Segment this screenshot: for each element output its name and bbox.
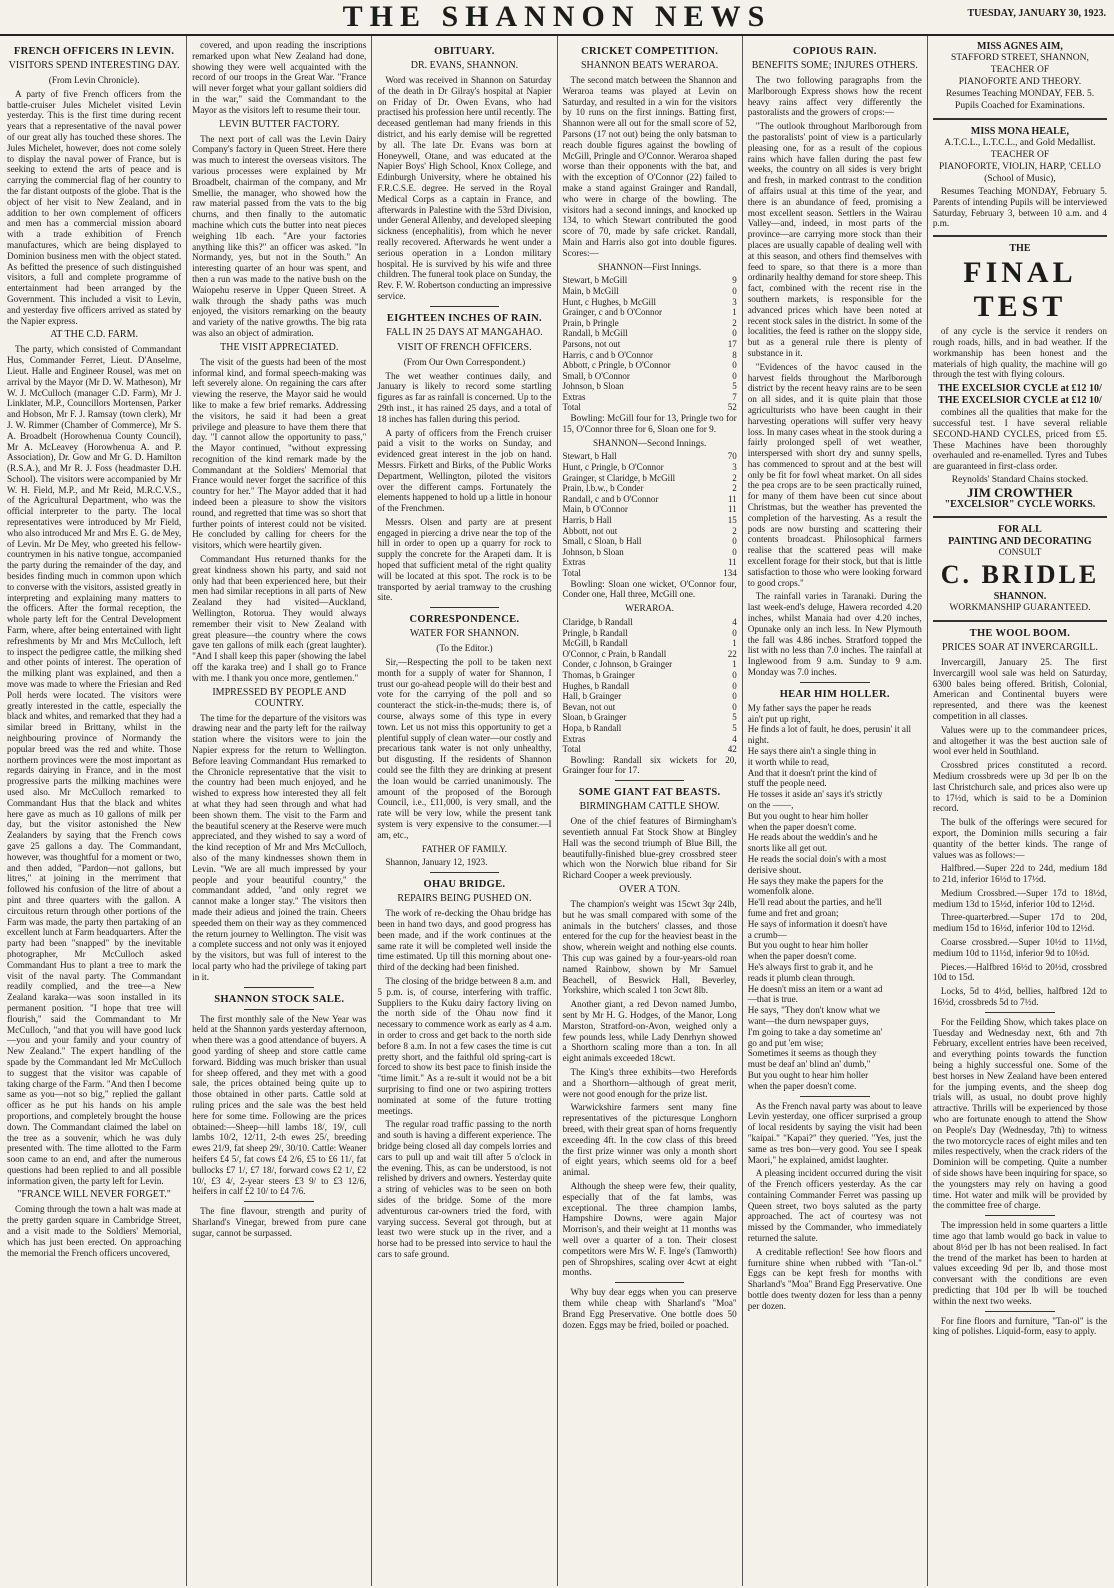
batsman-cell: Stewart, b McGill (562, 275, 628, 286)
batsman-cell: Grainger, st Claridge, b McGill (562, 472, 676, 483)
paragraph: "The outlook throughout Marlborough from the pastoralists' point of view is a particularly pleasing one, for as a result of the copious rains which have fallen during the past few weeks, the country on all sides is very bright and fresh, in marked contrast to the condition of affairs usual at this time of the year, and there is an abundance of feed, promising a most excellent season. Settlers in the Wairau Valley—and, indeed, in most parts of the province—are carrying more stock than their places are usually capable of dealing well with at this season, and others find themselves with feed to spare, so that there is a more than ordinarily healthy demand for store sheep. This fact, combined with the recent rise in the southern markets, is responsible for the advanced prices which have been noted at recent stock sales in the district. In some of the localities, the feed is rather on the sloppy side, but as a general rule there is plenty of substance in it. (747, 121, 922, 358)
poem-line: He says of information it doesn't have (747, 918, 888, 929)
table-row (563, 702, 737, 713)
article-heading: SHANNON STOCK SALE. (214, 993, 345, 1005)
batsman-cell: Harris, b Hall (562, 515, 612, 526)
ad-name: MISS MONA HEALE, (970, 126, 1069, 137)
paragraph: Although the sheep were few, their quality, especially that of the fat lambs, was exceptional. The three champion lambs, Hampshire Downs, were again Major Morrison's, and their weight at 11 months was well over a quarter of a ton. Their closest competitors were Mrs W. F. Inge's (Tamworth) pen of Shropshires, scaling over 4cwt at eight months. (562, 1180, 737, 1278)
runs-cell: 22 (727, 648, 737, 659)
ad-line: "EXCELSIOR" CYCLE WORKS. (944, 498, 1096, 510)
paragraph: Medium Crossbred.—Super 17d to 18½d, medium 13d to 15½d, inferior 10d to 12½d. (932, 887, 1108, 909)
batsman-cell: McGill, b Randall (562, 638, 628, 649)
runs-cell: 2 (732, 525, 737, 536)
scorecard-table (563, 275, 737, 402)
table-row (563, 504, 737, 515)
poem-line: snorts like all get out. (747, 843, 828, 854)
runs-cell: 70 (727, 451, 737, 462)
poem-line: Sometimes it seems as though they (747, 1048, 877, 1059)
batsman-cell: Sloan, b Grainger (562, 712, 627, 723)
poem-line: want—the durn newspaper guys, (747, 1015, 869, 1026)
batsman-cell: Prain, l.b.w., b Conder (562, 483, 644, 494)
poem-line: ain't put up right, (747, 713, 811, 724)
paragraph: The visit of the guests had been of the most informal kind, and formal speech-making was left severely alone. On regaining the cars after viewing the reserve, the Mayor said he would like to make a few brief remarks. Addressing the visitors, he said it had been a great privilege and pleasure to have them there that day. "I cannot allow the opportunity to pass," the Mayor continued, "without expressing recognition of the kind remark made by the Commandant at the Soldiers' Memorial that France would never forget the sacrifice of this country for her." The Mayor added that it had indeed been a pleasure to show the visitors round, and regretted that time was so short that further points of interest could not be visited. He concluded by calling for cheers for the visitors, which were heartily given. (192, 356, 367, 551)
table-row (563, 318, 737, 329)
table-row (563, 462, 737, 473)
batsman-cell: Johnson, b Sloan (562, 381, 624, 392)
poem-line: But you ought to hear him holler (747, 1069, 869, 1080)
table-row (563, 628, 737, 639)
paragraph: One of the chief features of Birmingham's seventieth annual Fat Stock Show at Bingley Hall was the second triumph of Blue Bill, the beautifully-finished blue-grey crossbred steer which won the Norwich blue riband for Sir Richard Cooper a week previously. (562, 816, 737, 881)
ad-name: JIM CROWTHER (967, 484, 1073, 500)
poem-line: fume and fret and groan; (747, 907, 839, 918)
table-row (563, 494, 737, 505)
batsman-cell: Conder, c Johnson, b Grainger (562, 659, 673, 670)
divider (244, 1201, 314, 1202)
table-row (563, 568, 737, 579)
paragraph: The work of re-decking the Ohau bridge has been in hand two days, and good progress has been made, and if the work continues at the same rate it will be completed well inside the time estimated. Up till this morning about one-third of the decking had been finished. (377, 908, 552, 973)
article-heading: EIGHTEEN INCHES OF RAIN. (386, 312, 542, 324)
runs-cell: 17 (727, 338, 737, 349)
table-row (563, 360, 737, 371)
article-heading: OHAU BRIDGE. (423, 879, 506, 891)
paragraph: The time for the departure of the visitors was drawing near and the party left for the railway station where the visitors were to join the Napier express for the return to Wellington. Before leaving Commandant Hus remarked to the Chronicle representative that the visit to the country had been much enjoyed, and he wished to express how interested they all felt at what they had seen through and what had been shown them. The visit to the Farm and the beautiful scenery at the Reserve were much appreciated, and they wished to say a word of the kind reception of Mr and Mrs McCulloch, also of the many kindnesses shown them in Levin. "We are all much impressed by your people and your beautiful country," the commandant added, "and only regret we cannot make a longer stay." The visitors then made their adieus and joined the train. Cheers speeded them on their way as they commenced the return journey to Wellington. The visit was a complete success and not only was it enjoyed by the visitors, but was full of interest to the local party who had the privilege of taking part in it. (192, 712, 367, 982)
paragraph: A creditable reflection! See how floors and furniture shine when rubbed with "Tan-ol." Eggs can be kept fresh for months with Sharland's "Moa" Brand Egg Preservative. One bottle does twenty dozen for less than a penny per dozen. (747, 1246, 922, 1311)
batsman-cell: Claridge, b Randall (562, 616, 633, 627)
paragraph: A party of five French officers from the battle-cruiser Jules Michelet visited Levin yesterday. This is the first time during recent years that a representative of the naval power of our great ally has touched these shores. The Jules Michelet, however, does not come solely to display the naval power of France, but is seeking to extend the arts of peace and is carrying the commercial flag of her country to the far distant outposts of the globe. That is the object of her visit to New Zealand, and in addition to her own complement of officers and men has a commercial mission aboard with a trade exhibition of French manufactures, which are being displayed to Dominion business men with the object stated. As befitted the presence of such distinguished visitors, a full and complete programme of entertainment had been arranged by the Government. This included a visit to Levin, and yesterday five officers arrived as stated by the Napier express. (7, 88, 182, 326)
table-row (563, 734, 737, 745)
ad-headline: FINAL TEST (963, 256, 1077, 324)
batsman-cell: O'Connor, c Prain, b Randall (562, 648, 667, 659)
poem-line: But you ought to hear him holler (747, 810, 869, 821)
batsman-cell: Main, b McGill (562, 285, 619, 296)
letter-date: Shannon, January 12, 1923. (385, 857, 488, 868)
paragraph: Coarse crossbred.—Super 10½d to 11½d, medium 10d to 11½d, inferior 9d to 10½d. (932, 937, 1108, 958)
article-subheading: WATER FOR SHANNON. (409, 628, 520, 640)
article-heading: OBITUARY. (434, 46, 495, 57)
section-subheading: LEVIN BUTTER FACTORY. (219, 118, 340, 130)
paragraph: Warwickshire farmers sent many fine representatives of the picturesque Longhorn breed, with their great span of horns frequently exceeding 4ft. In the cow class of this breed the first prize winner was only a month short of eight years, which seems old for a beef animal. (562, 1102, 737, 1178)
table-row (563, 681, 737, 692)
runs-cell: 2 (732, 472, 737, 483)
paragraph: Coming through the town a halt was made at the pretty garden square in Cambridge Street, and a visit made to the Soldiers' Memorial, which has just been erected. On approaching the memorial the French officers uncovered, (7, 1204, 182, 1258)
scorecard-total (563, 402, 737, 413)
article-subheading: BIRMINGHAM CATTLE SHOW. (579, 801, 720, 813)
article-subheading: PRICES SOAR AT INVERCARGILL. (941, 641, 1098, 653)
batsman-cell: Stewart, b Hall (562, 451, 617, 462)
article-subheading: REPAIRS BEING PUSHED ON. (397, 893, 532, 905)
poem-line: when the paper doesn't come. (747, 821, 857, 832)
batsman-cell: Pringle, b Randall (562, 627, 628, 638)
ad-line: Reynolds' Standard Chains stocked. (951, 474, 1089, 485)
batsman-cell: Hopa, b Randall (562, 722, 622, 733)
scorecard-table (563, 451, 737, 568)
batsman-cell: Randall, c and b O'Connor (562, 493, 659, 504)
poem-line: He says, "They don't know what we (747, 1005, 880, 1016)
table-row (563, 649, 737, 660)
article-heading: CRICKET COMPETITION. (581, 46, 719, 57)
paragraph: The impression held in some quarters a little time ago that lamb would go back in value to about 8½d per lb has not been realised. In fact the trend of the market has been to harden at values exceeding 9d per lb, and those most conversant with the conditions are even predicting that 10d per lb will be touched within the next two weeks. (932, 1220, 1108, 1306)
section-subheading: OVER A TON. (619, 884, 681, 896)
divider (800, 682, 870, 683)
table-row (563, 526, 737, 537)
divider (615, 780, 685, 781)
paragraph: Why buy dear eggs when you can preserve them while cheap with Sharland's "Moa" Brand Egg Preservative. One bottle does 50 dozen. Eggs may be fried, boiled or poached. (562, 1287, 737, 1330)
ad-line: PAINTING AND DECORATING (948, 535, 1092, 547)
batsman-cell: Extras (562, 557, 586, 568)
runs-cell: 15 (727, 515, 737, 526)
runs-cell: 0 (732, 328, 737, 339)
poem-line: when the paper doesn't come. (747, 951, 857, 962)
poem-line: He doesn't miss an item or a want ad (747, 983, 883, 994)
runs-cell: 0 (732, 285, 737, 296)
runs-cell: 5 (732, 722, 737, 733)
ad-headline: C. BRIDLE (940, 559, 1100, 589)
divider (985, 1215, 1055, 1216)
runs-cell: 3 (732, 462, 737, 473)
ad-text: of any cycle is the service it renders on rough roads, hills, and in bad weather. If the workmanship has been honest and the materials of high quality, the machine will go through the test with flying colours. (932, 326, 1108, 380)
divider (933, 620, 1107, 622)
paragraph: The King's three exhibits—two Herefords and a Shorthorn—although of great merit, were not good enough for the prize list. (562, 1067, 737, 1099)
divider (430, 306, 500, 307)
runs-cell: 2 (732, 317, 737, 328)
poem-line: He says there ain't a single thing in (747, 746, 877, 757)
runs-cell: 11 (728, 557, 737, 568)
ad-line: TEACHER OF (990, 150, 1050, 160)
table-row (563, 638, 737, 649)
column-4 (558, 36, 743, 1586)
ad-line: (School of Music), (984, 174, 1056, 184)
poem-line: when the paper doesn't come. (747, 1080, 857, 1091)
runs-cell: 0 (732, 691, 737, 702)
runs-cell: 11 (728, 504, 737, 515)
ad-line: THE (1009, 243, 1031, 255)
paragraph: Locks, 5d to 4½d, bellies, halfbred 12d to 16½d, crossbreds 5d to 7½d. (932, 986, 1108, 1008)
runs-cell: 0 (732, 669, 737, 680)
ad-text: combines all the qualities that make for the successful test. I have several reliable SECOND-HAND CYCLES, priced from £5. These Machines have been thoroughly overhauled and re-enamelled. Tyres and Tubes are guaranteed in first-class order. (932, 407, 1108, 472)
batsman-cell: Small, b O'Connor (562, 370, 630, 381)
ad-line: PIANOFORTE, VIOLIN, HARP, 'CELLO (938, 162, 1101, 172)
bowling-summary: Bowling: Randall six wickets for 20, Grainger four for 17. (562, 754, 737, 776)
paragraph: The next port of call was the Levin Dairy Company's factory in Queen Street. Here there was much to interest the overseas visitors. The various processes were explained by Mr Broadbelt, chairman of the company, and Mr Smellie, the manager, who showed how the raw material passed from the vats to the big churns, and then finally to the automatic machine which cuts the butter into neat pieces weighing 1lb each. "Are your factories anything like this?" an officer was asked. "In Normandy, yes, but not in the South." An interesting quarter of an hour was spent, and then a run was made to the native bush on the Waiopehu reserve in Upper Queen Street. A walk through the shady paths was much enjoyed, the visitors remarking on the beauty and variety of the native growths. The big rata was also an object of admiration. (192, 133, 367, 338)
batsman-cell: Randall, b McGill (562, 328, 628, 339)
total-label: Total (562, 402, 581, 413)
table-row (563, 402, 737, 413)
total-label: Total (562, 567, 581, 578)
poem-line: He'll read about the parties, and he'll (747, 897, 882, 908)
paragraph: Sir,—Respecting the poll to be taken next month for a supply of water for Shannon, I trust our go-ahead people will do their best and vote for the carrying of the poll and so counteract the stick-in-the-muds; there is, of course, always some of this type in every town. Let us not miss this opportunity to get a plentiful supply of clean water—our costly and precarious tank water is not only unhealthy, but disgusting. If the residents of Shannon could see the filth they are drinking at present the loan would be carried unanimously. The amount of the proposed of the Borough Council, i.e., £11,000, is very small, and the rate will be very low, while the present tank system is very expensive to the consumer.—I am, etc., (377, 657, 552, 840)
paragraph: Another giant, a red Devon named Jumbo, sent by Mr H. G. Hodges, of the Manor, Long Marston, Stratford-on-Avon, weighed only a few pounds less, while Lady Denrhyn showed a Shorthorn scaling more than a ton. In all eight animals exceeded 18cwt. (562, 999, 737, 1064)
paragraph: covered, and upon reading the inscriptions remarked upon what New Zealand had done, showing they were well acquainted with the record of our troops in the Great War. "France will never forget what your gallant soldiers did in the war," said the Commandant to the Mayor as the visitors left to resume their tour. (192, 40, 367, 115)
divider (430, 872, 500, 873)
table-row (563, 307, 737, 318)
poem-line: He reads about the weddin's and he (747, 832, 878, 843)
ad-line: Resumes Teaching MONDAY, FEB. 5. (945, 89, 1095, 99)
article-subheading: DR. EVANS, SHANNON. (410, 60, 519, 71)
letter-signature: FATHER OF FAMILY. (421, 843, 507, 854)
table-row (563, 515, 737, 526)
paragraph: The fine flavour, strength and purity of Sharland's Vinegar, brewed from pure cane sugar, cannot be surpassed. (192, 1206, 367, 1238)
paragraph: The bulk of the offerings were secured for export, the Dominion mills securing a fair quantity of the better kinds. The range of values was as follows:— (932, 817, 1108, 860)
page-columns (0, 36, 1114, 1586)
batsman-cell: Hunt, c Pringle, b O'Connor (562, 462, 664, 473)
section-subheading: "FRANCE WILL NEVER FORGET." (17, 1189, 171, 1201)
paragraph: The party, which consisted of Commandant Hus, Commander Ferret, Lieut. D'Anselme, Lieut. Halle and Engineer Rousel, was met on arrival by the Mayor (Mr D. W. Matheson), Mr W. J. McCulloch (manager C.D. Farm), Mr J. Linklater, M.P., Councillors Mortensen, Parker and Hobson, Mr F. J. Ramsay (town clerk), Mr J. W. Rimmer (Chamber of Commerce), Mr S. A. Broadbelt (Horowhenua County Council), Mr A. McLeavey (Horowhenua A. and P. Association), Dr. Gow and Mr G. D. Hamilton (R.S.A.), and Mr R. J. Foss (headmaster D.H. School). The visitors were accompanied by Mr W. H. Field, M.P., and Mr Reid, M.R.C.V.S., of the Agricultural Department, who was the official interpreter to the party. The local representatives were introduced by Mr Field, who also introduced Mr and Mrs E. G. de Mey, of Levin. Mr De Mey, who greeted his fellow-countrymen in his native tongue, accompanied the party during the remainder of the day, and besides finding much in common upon which to converse with the visitors, assisted greatly in interpreting and explaining many matters to the officers. After the formal reception, the whole party left for the Central Development Farm, where, after being entertained with light refreshments by Mr and Mrs McCulloch, left to inspect the pedigree cattle, the milking shed and other points of interest. The operation of the milking plant was explained, and then a move was made to where the Friesian and Red Poll herds were located. The visitors were greatly interested in the cattle, especially the black and whites, and remarked that they had a similar breed in Brittany, whilst in the neighbouring province of Normandy the popular breed was the red and white. Those northern provinces were the most important as regards dairying in France, and in the most progressive parts the milking machines were used also. Mr McCulloch remarked to Commandant Hus that the black and whites here gave as much as 10 gallons of milk per day, but the visitor astonished the New Zealanders by saying that the French cows gave 25 gallons a day. The Commandant, however, was thoughtful for a moment or two, and then added, "Pardon—not gallons, but litres," at joining in the merriment that followed his confusion of the litre of about a pint and three quarters with the gallon. A circuitous return through other portions of the Farm was made, the party then partaking of an excellent lunch at Farm headquarters. After the party had been "snapped" by the inevitable photographer, Mr McCulloch asked Commandant Hus to plant a tree to mark the visit of the naval party. The Commandant readily complied, and the tree—a New Zealand karaka—was soon installed in its permanent position. "I hope that tree will flourish," said the Commandant to Mr McCulloch, "and that you will have good luck—you and your family and your country of New Zealand." The expert handling of the spade by the Commandant led Mr McCulloch to suggest that the visitor was capable of taking charge of the Farm. "And then I become same as you—not so big," replied the gallant officer as he put his hands on his ample proportions, and completely brought the house down. The Commandant claimed the label on the tree as a souvenir, which he was duly presented with. The time allotted to the Farm soon came to an end, and after the numerous questions had been replied to and all possible information given, the party left for Levin. (7, 344, 182, 1186)
runs-cell: 0 (732, 627, 737, 638)
poem-line: a crumb— (747, 929, 787, 940)
divider (985, 1012, 1055, 1013)
paragraph: Halfbred.—Super 22d to 24d, medium 18d to 21d, inferior 16½d to 17½d. (932, 863, 1108, 885)
paragraph: Commandant Hus returned thanks for the great kindness shown his party, and said not only had that been experienced here, but their men had similar receptions in all parts of New Zealand they had visited—Auckland, Wellington, Rotorua. They would always remember their visit to New Zealand with great pleasure—the country where the cows gave ten gallons of milk each (great laughter). "And I shall keep this paper (showing the label off the karaka tree) and I shall go to France with me. I thank you once more, gentlemen." (192, 554, 367, 683)
poem-line: reads it plumb clean through. (747, 972, 856, 983)
ad-line: A.T.C.L., L.T.C.L., and Gold Medallist. (944, 138, 1096, 148)
poem-line: My father says the paper he reads (747, 702, 872, 713)
article-subheading: VISITORS SPEND INTERESTING DAY. (8, 60, 180, 71)
advertisement-mona-heale (933, 126, 1107, 229)
article-subheading: BENEFITS SOME; INJURES OTHERS. (751, 60, 918, 71)
advertisement-bridle (933, 524, 1107, 614)
batsman-cell: Small, c Sloan, b Hall (562, 536, 642, 547)
article-heading: SOME GIANT FAT BEASTS. (578, 787, 721, 799)
batsman-cell: Extras (562, 733, 586, 744)
article-source: (From Our Own Correspondent.) (403, 356, 526, 367)
table-row (563, 617, 737, 628)
poem-line: But you ought to hear him holler (747, 940, 869, 951)
article-source: (From Levin Chronicle). (48, 75, 140, 85)
runs-cell: 1 (732, 307, 737, 318)
divider (933, 516, 1107, 518)
batsman-cell: Grainger, c and b O'Connor (562, 307, 662, 318)
table-row (563, 670, 737, 681)
issue-date: TUESDAY, JANUARY 30, 1923. (967, 8, 1106, 19)
ad-line: TEACHER OF (990, 65, 1050, 75)
paragraph: A party of officers from the French cruiser paid a visit to the works on Sunday, and evidenced great interest in the job on hand. Messrs. Firkett and Birks, of the Public Works Department, Wellington, piloted the visitors over the different camps. Fortunately the elements happened to hold up a little in honour of the Frenchmen. (377, 427, 552, 514)
total-value: 52 (727, 402, 737, 413)
table-row (563, 547, 737, 558)
ad-line: FOR ALL (998, 523, 1042, 535)
poem (748, 703, 922, 1092)
paragraph: The regular road traffic passing to the north and south is having a different experience. The bridge being closed all day compels lorries and cars to pull up and wait till after 5 o'clock in the evening. This, as can be understood, is not relished by drivers and owners. Yesterday quite a string of vehicles was to be seen on both sides of the bridge. Some of the more adventurous car-owners tried the ford, with varying success. Several got through, but at least two were stuck up in the river, and a horse had to be pressed into service to haul the cars to safe ground. (377, 1119, 552, 1259)
bowling-summary: Bowling: Sloan one wicket, O'Connor four, Conder one, Hall three, McGill one. (562, 578, 737, 600)
poem-line: He's always first to grab it, and he (747, 961, 873, 972)
ad-line: PIANOFORTE AND THEORY. (958, 77, 1082, 87)
table-row (563, 557, 737, 568)
poem-line: womenfolk alone. (747, 886, 815, 897)
scorecard-total (563, 744, 737, 755)
divider (933, 118, 1107, 120)
poem-line: He tosses it aside an' says it's strictly (747, 789, 883, 800)
column-5 (743, 36, 928, 1586)
batsman-cell: Abbott, c Pringle, b O'Connor (562, 360, 671, 371)
table-row (563, 297, 737, 308)
table-row (563, 744, 737, 755)
runs-cell: 9 (732, 275, 737, 286)
batsman-cell: Harris, c and b O'Connor (562, 349, 653, 360)
scorecard-title: WERAROA. (625, 603, 674, 614)
ad-name: MISS AGNES AIM, (977, 41, 1063, 52)
divider (933, 235, 1107, 237)
paragraph: The wet weather continues daily, and January is likely to record some startling figures as far as rainfall is concerned. Up to the 29th inst., it has rained 25 days, and a total of 18 inches has fallen during this period. (377, 370, 552, 424)
advertisement-final-test (933, 243, 1107, 510)
runs-cell: 0 (732, 701, 737, 712)
batsman-cell: Johnson, b Sloan (562, 546, 624, 557)
newspaper-title: THE SHANNON NEWS (342, 0, 772, 33)
ad-line: STAFFORD STREET, SHANNON, (951, 53, 1089, 63)
paragraph: For fine floors and furniture, "Tan-ol" is the king of polishes. Liquid-form, easy to apply. (932, 1315, 1108, 1337)
table-row (563, 712, 737, 723)
table-row (563, 723, 737, 734)
divider (244, 1009, 314, 1010)
batsman-cell: Main, b O'Connor (562, 504, 628, 515)
runs-cell: 1 (732, 638, 737, 649)
runs-cell: 5 (732, 381, 737, 392)
poem-line: derisive shout. (747, 864, 802, 875)
paragraph: The second match between the Shannon and Weraroa teams was played at Levin on Saturday, and resulted in a win for the visitors by 10 runs on the first innings. Batting first, Shannon were all out for the small score of 52, Parsons (17 not out) being the only batsman to reach double figures against the bowling of McGill, Pringle and O'Connor. Weraroa shaped worse than their opponents with the bat, and with the exception of O'Connor (22) failed to make a stand against Grainger and Randall, who were in charge of the bowling. The visitors had a second innings, and knocked up 134, to which Stewart contributed the good score of 70, made by safe cricket. Randall, Main and Harris also got into double figures. Scores:— (562, 75, 737, 258)
table-row (563, 536, 737, 547)
table-row (563, 350, 737, 361)
poem-line: He says they make the papers for the (747, 875, 884, 886)
runs-cell: 0 (732, 360, 737, 371)
paragraph: The first monthly sale of the New Year was held at the Shannon yards yesterday afternoon, when there was a good attendance of buyers. A good yarding of sheep and store cattle came forward. Bidding was much brisker than usual for sheep offered, and they met with a good sale, the prices obtained being quite up to those obtained in other parts. Cattle sold at ruling prices and the sale was the best held here for some time. Following are the prices obtained:—Sheep—hill lambs 18/, 19/, cull lambs 10/2, 12/11, 2-th ewes 25/, breeding ewes 21/9, fat sheep 29/, 30/10. Cattle: Weaner heifers £4 5/, fat cows £4 2/6, £5 to £6 11/, fat bullocks £7 1/, £7 18/, forward cows £2 1/, £2 10/, £3 4/, 2-year steers £3 9/ to £3 12/6, heifers in calf £2 10/ to £4 7/6. (192, 1013, 367, 1197)
runs-cell: 0 (732, 546, 737, 557)
batsman-cell: Hunt, c Hughes, b McGill (562, 296, 657, 307)
paragraph: Crossbred prices constituted a record. Medium crossbreds were up 3d per lb on the last Christchurch sale, and prices also were up to 17½d, which is said to be a Dominion record. (932, 760, 1108, 814)
divider (985, 1311, 1055, 1312)
table-row (563, 381, 737, 392)
ad-line: THE EXCELSIOR CYCLE at £12 10/ (938, 395, 1102, 407)
table-row (563, 691, 737, 702)
runs-cell: 2 (732, 483, 737, 494)
runs-cell: 7 (732, 391, 737, 402)
section-subheading: AT THE C.D. FARM. (50, 329, 138, 341)
paragraph: The closing of the bridge between 8 a.m. and 5 p.m. is, of course, interfering with traffic. Suppliers to the Kuku dairy factory living on the north side of the Ohau now find it necessary to commence work as early as 4 a.m. in order to cross and get back to the north side before 8 a.m. In not a few cases the time is cut pretty short, and the faithful old spring-cart is forced to show its best pace to finish inside the "time limit." As a re-sult it would not be a bit surprising to find one or two aspiring trotters nominated at some of the future trotting meetings. (377, 975, 552, 1116)
table-row (563, 392, 737, 403)
article-heading: HEAR HIM HOLLER. (779, 688, 890, 700)
paragraph: Values were up to the commandeer prices, and altogether it was the best auction sale of wool ever held in Southland. (932, 724, 1108, 757)
table-row (563, 451, 737, 462)
letter-salutation: (To the Editor.) (436, 643, 493, 654)
poem-line: go and put 'em wise; (747, 1037, 824, 1048)
poem-line: must be deaf an' blind an' dumb," (747, 1059, 871, 1070)
batsman-cell: Hughes, b Randall (562, 680, 630, 691)
ad-line: Pupils Coached for Examinations. (955, 101, 1085, 111)
article-subheading: SHANNON BEATS WERAROA. (580, 60, 719, 71)
ad-line: THE EXCELSIOR CYCLE at £12 10/ (938, 383, 1102, 395)
runs-cell: 1 (732, 659, 737, 670)
runs-cell: 11 (728, 493, 737, 504)
paragraph: The champion's weight was 15cwt 3qr 24lb, but he was small compared with some of the animals in the butchers' classes, and those entered for the cup for the heaviest beast in the show, wherein weight and nothing else counts. This cup was gained by a four-years-old roan named Rainbow, shown by Mr Samuel Beachell, of Beswick Hall, Beverley, Yorkshire, which scaled 1 ton 3cwt 8lb. (562, 899, 737, 996)
ad-line: SHANNON. (993, 590, 1047, 602)
batsman-cell: Thomas, b Grainger (562, 669, 635, 680)
article-heading: FRENCH OFFICERS IN LEVIN. (13, 46, 175, 57)
poem-line: I'm going to take a day sometime an' (747, 1026, 883, 1037)
runs-cell: 0 (732, 370, 737, 381)
divider (430, 607, 500, 608)
paragraph: As the French naval party was about to leave Levin yesterday, one officer surprised a group of local residents by saying the visit had been "kaipai." "Kapai?" they queried. "Yes, just the same as tres bon—very good. You see I speak Maori," he explained, amidst laughter. (747, 1100, 922, 1165)
paragraph: The rainfall varies in Taranaki. During the last week-end's deluge, Hawera recorded 4.20 inches, whilst Manaia had over 4.20 inches, Opunake only an inch less. In New Plymouth the fall was 4.86 inches. Stratford topped the list with no less than 7.0 inches. The rainfall at Inglewood from 9 a.m. Sunday to 9 a.m. Monday was 7.0 inches. (747, 591, 922, 678)
ad-text: Resumes Teaching MONDAY, February 5. Parents of intending Pupils will be interviewed Saturday, February 3, between 10 a.m. and 4 p.m. (932, 186, 1108, 229)
scorecard-title: SHANNON—First Innings. (598, 261, 702, 272)
runs-cell: 3 (732, 296, 737, 307)
poem-line: He finds a lot of fault, he does, perusin' it all night. (747, 724, 912, 746)
poem-line: on the ——, (747, 800, 794, 810)
table-row (563, 659, 737, 670)
section-subheading: IMPRESSED BY PEOPLE AND COUNTRY. (212, 686, 347, 709)
batsman-cell: Bevan, not out (562, 701, 616, 712)
paragraph: For the Feilding Show, which takes place on Tuesday and Wednesday next, 6th and 7th February, excellent entries have been received, and everything points towards the function being a highly successful one. Some of the best horses in New Zealand have been entered for the jumping events, and the sheep dog trials will, as usual, no doubt prove highly attractive. Thrills will be experienced by those who are fortunate enough to attend the Show on People's Day (Wednesday, 7th) to witness the two motorcycle races of eight miles and ten miles respectively, when the crack riders of the Dominion will be competing. Quite a number of side shows have been inquiring for space, so the youngsters may rely on having a good time. Hot water and milk will be provided by the committee free of charge. (932, 1016, 1108, 1211)
scorecard-total (563, 568, 737, 579)
article-heading: CORRESPONDENCE. (409, 614, 520, 626)
total-label: Total (562, 744, 581, 755)
poem-line: it worth while to read, (747, 756, 830, 767)
paragraph: Messrs. Olsen and party are at present engaged in piercing a drive near the top of the hill in order to open up a quarry for rock to supply the concrete for the Arapeti dam. It is hoped that sufficient metal of the right quality will be located at this spot. The rock is to be transported by aerial tramway to the crushing site. (377, 516, 552, 603)
runs-cell: 5 (732, 712, 737, 723)
advertisement-agnes-aim (933, 41, 1107, 112)
divider (615, 1282, 685, 1283)
column-6 (928, 36, 1112, 1586)
ad-line: WORKMANSHIP GUARANTEED. (949, 602, 1091, 613)
batsman-cell: Parsons, not out (562, 338, 621, 349)
batsman-cell: Hall, b Grainger (562, 691, 622, 702)
total-value: 134 (723, 567, 737, 578)
bowling-summary: Bowling: McGill four for 13, Pringle two for 15, O'Connor three for 6, Sloan one for 9. (562, 413, 737, 434)
table-row (563, 483, 737, 494)
ad-line: CONSULT (998, 547, 1042, 558)
paragraph: A pleasing incident occurred during the visit of the French officers yesterday. As the car containing Commander Ferret was passing up Queen street, two boys saluted as the party approached. The act of courtesy was not missed by the Commander, who immediately returned the salute. (747, 1168, 922, 1244)
table-row (563, 473, 737, 484)
table-row (563, 286, 737, 297)
paragraph: Pieces.—Halfbred 16½d to 20½d, crossbred 10d to 15d. (932, 961, 1108, 983)
scorecard-table (563, 617, 737, 744)
column-2 (187, 36, 372, 1586)
paragraph: "Evidences of the havoc caused in the harvest fields throughout the Marlborough district by the recent heavy rains are to be seen on all sides, and it is quite plain that those agriculturists who have been caught in their harvesting operations will suffer very heavy loss. In many cases wheat in the stook during a fairly prolonged spell of wet weather, interspersed with short dry and sunny spells, has commenced to sprout and at the best will only be fit for fowl wheat market. On all sides the pea crops are to be seen practically ruined, for many of them have been cut since about Christmas, but the weather has prevented the completion of the harvesting. As a result the pods are now bursting and scattering their contents broadcast. Philosophical farmers realise that the scattered peas will make excellent forage for their stock, but that is little satisfaction to those who were looking forward to good crops." (747, 361, 922, 588)
total-value: 42 (727, 744, 737, 755)
runs-cell: 8 (732, 349, 737, 360)
poem-line: —that is true. (747, 994, 798, 1005)
article-subheading: FALL IN 25 DAYS AT MANGAHAO. (386, 326, 543, 338)
paragraph: The two following paragraphs from the Marlborough Express shows how the recent heavy rains affect very differently the pastoralists and the growers of crops:— (747, 75, 922, 118)
paragraph: Invercargill, January 25. The first Invercargill wool sale was held on Saturday, 6300 bales being offered. British, Colonial, American and Continental buyers were represented, and there was the keenest competition in all classes. (932, 656, 1108, 721)
column-3 (372, 36, 557, 1586)
runs-cell: 4 (732, 733, 737, 744)
paragraph: Three-quarterbred.—Super 17d to 20d, medium 15d to 16½d, inferior 10d to 12½d. (932, 912, 1108, 934)
divider (244, 987, 314, 988)
article-heading: COPIOUS RAIN. (792, 46, 877, 57)
batsman-cell: Extras (562, 391, 586, 402)
section-subheading: THE VISIT APPRECIATED. (220, 341, 339, 353)
column-1 (2, 36, 187, 1586)
runs-cell: 0 (732, 680, 737, 691)
table-row (563, 339, 737, 350)
paragraph: Word was received in Shannon on Saturday of the death in Dr Gilray's hospital at Napier on Friday of Dr. Owen Evans, who had practised his profession here until recently. The deceased gentleman had many friends in this district, and his early demise will be regretted by all. The late Dr. Evans was born at Honeywell, Otane, and was educated at the Napier Boys' High School, Knox College, and Edinburgh University, where he obtained his F.R.C.S.E. degree. He served in the Royal Medical Corps as a captain in France, and afterwards in Palestine with the 53rd Division, under General Allenby, and developed sleeping sickness (encephalitis), from which he never really recovered. Afterwards he went under a serious operation in a London military hospital. He is survived by his wife and three children. The funeral took place on Sunday, the Rev. F. W. Robertson conducting an impressive service. (377, 75, 552, 301)
poem-line: And that it doesn't print the kind of (747, 767, 877, 778)
divider (800, 1096, 870, 1097)
article-heading: THE WOOL BOOM. (969, 627, 1071, 639)
masthead (0, 0, 1114, 36)
table-row (563, 275, 737, 286)
poem-line: He reads the social doin's with a most (747, 853, 887, 864)
table-row (563, 371, 737, 382)
scorecard-title: SHANNON—Second Innings. (592, 437, 707, 448)
poem-line: stuff the people need. (747, 778, 827, 789)
table-row (563, 328, 737, 339)
runs-cell: 0 (732, 536, 737, 547)
batsman-cell: Abbott, not out (562, 525, 618, 536)
article-subheading: VISIT OF FRENCH OFFICERS. (397, 341, 532, 353)
batsman-cell: Prain, b Pringle (562, 317, 619, 328)
runs-cell: 4 (732, 616, 737, 627)
